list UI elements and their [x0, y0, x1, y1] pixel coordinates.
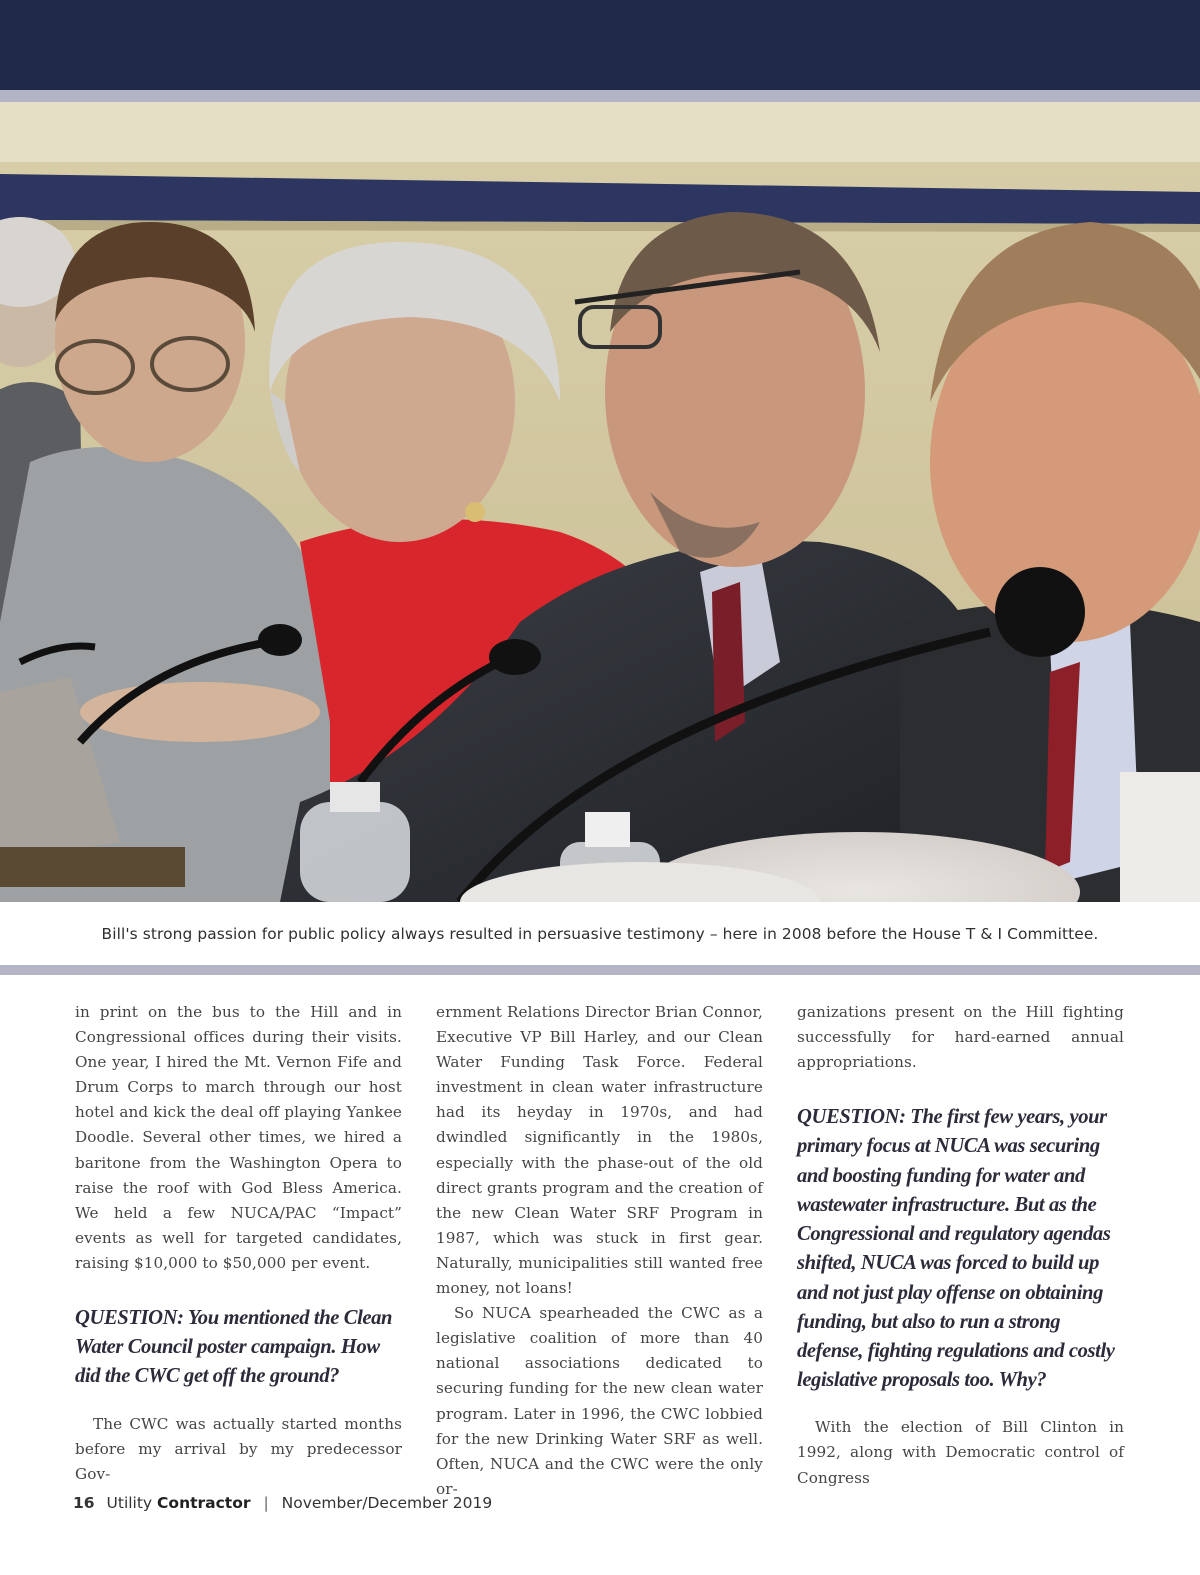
hearing-photo-illustration [0, 102, 1200, 902]
header-rule [0, 90, 1200, 102]
photo-caption: Bill's strong passion for public policy always resulted in persuasive testimony – here in 2008 before the House T & I Committee. [101, 925, 1099, 943]
column-2 [436, 1000, 763, 1502]
body-paragraph: ernment Relations Director Brian Connor, Executive VP Bill Harley, and our Clean Water Funding Task Force. Federal investment in clean water infrastructure had its heyday in 1970s, and had dwindled significantly in the 1980s, especially with the phase-out of the old direct grants program and the creation of the new Clean Water SRF Program in 1987, which was stuck in first gear. Naturally, municipalities still wanted free money, not loans! [436, 1003, 763, 1298]
hearing-photo [0, 102, 1200, 902]
magazine-name-bold: Contractor [157, 1494, 251, 1512]
body-paragraph: in print on the bus to the Hill and in Congressional offices during their visits. One year, I hired the Mt. Vernon Fife and Drum Corps to march through our host hotel and kick the deal off playing Yankee Doodle. Several other times, we hired a baritone from the Washington Opera to raise the roof with God Bless America. We held a few NUCA/PAC “Impact” events as well for targeted candidates, raising $10,000 to $50,000 per event. [75, 1003, 402, 1272]
interview-question: QUESTION: The first few years, your primary focus at NUCA was securing and boosting funding for water and wastewater infrastructure. But as the Congressional and regulatory agendas shifted, NUCA was forced to build up and not just play offense on obtaining funding, but also to run a strong defense, fighting regulations and costly legislative proposals too. Why? [797, 1106, 1115, 1392]
page-footer [73, 1494, 492, 1512]
column-1 [75, 1000, 402, 1487]
header-band [0, 0, 1200, 90]
page-number: 16 [73, 1494, 95, 1512]
column-3 [797, 1000, 1124, 1491]
interview-question: QUESTION: You mentioned the Clean Water Council poster campaign. How did the CWC get off the ground? [75, 1307, 393, 1388]
body-paragraph: With the election of Bill Clinton in 1992, along with Democratic control of Congress [797, 1418, 1124, 1487]
issue-date: November/December 2019 [281, 1494, 493, 1512]
footer-separator: | [263, 1494, 269, 1512]
body-paragraph: The CWC was actually started months before my arrival by my predecessor Gov- [75, 1414, 402, 1483]
body-paragraph: So NUCA spearheaded the CWC as a legislative coalition of more than 40 national associations dedicated to securing funding for the new clean water program. Later in 1996, the CWC lobbied for the new Drinking Water SRF as well. Often, NUCA and the CWC were the only or- [436, 1304, 763, 1498]
magazine-name-light: Utility [106, 1494, 153, 1512]
body-paragraph: ganizations present on the Hill fighting successfully for hard-earned annual appropriations. [797, 1003, 1124, 1072]
caption-rule [0, 965, 1200, 975]
